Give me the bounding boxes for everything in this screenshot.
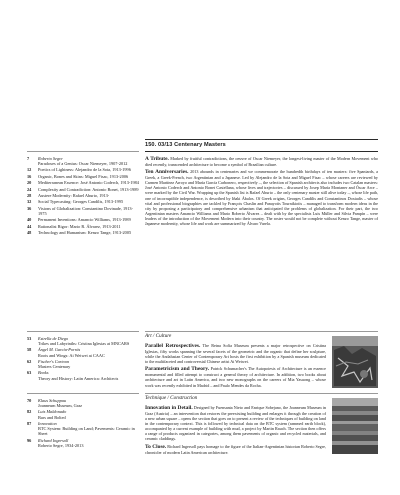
toc-text	[38, 347, 139, 357]
section-rule-tech	[145, 393, 378, 394]
toc-title: Poetics of Lightness: Alejandro de la Sota, 1913-1996	[38, 167, 131, 173]
article-paragraph	[145, 444, 326, 455]
toc-author: Richard Ingersoll	[38, 437, 69, 443]
toc-rule-2	[27, 331, 139, 332]
toc-group-1	[27, 156, 139, 236]
toc-entry	[27, 421, 139, 436]
toc-author: Fischer's Cartoon	[38, 358, 70, 364]
toc-page-number: 16	[27, 173, 32, 179]
paragraph-lead: Ten Anniversaries.	[145, 169, 189, 176]
toc-text	[38, 187, 139, 192]
toc-title: Austere Modernity: Rafael Aburto, 1913-	[38, 193, 110, 199]
toc-entry	[27, 230, 139, 235]
toc-text	[38, 359, 139, 369]
toc-entry	[27, 438, 139, 448]
toc-text	[38, 336, 139, 346]
toc-entry	[27, 206, 139, 216]
toc-page-number: 48	[27, 230, 32, 236]
toc-entry	[27, 187, 139, 192]
toc-title: Theory and History: Latin America: Architects	[38, 375, 119, 381]
section-label-art: Art / Culture	[145, 333, 172, 339]
toc-entry	[27, 193, 139, 198]
toc-page-number: 40	[27, 217, 32, 223]
sculpture-photo	[332, 336, 378, 388]
toc-entry	[27, 167, 139, 172]
toc-page-number: 63	[27, 370, 32, 376]
toc-title: Mediterranean Essence: José Antonio Coderch, 1913-1984	[38, 180, 139, 186]
toc-title: Joanneum Museum, Graz	[38, 403, 83, 409]
toc-entry	[27, 224, 139, 229]
toc-title: Trikes and Labyrinths: Cristina Iglesias at MNCARS	[38, 341, 130, 347]
toc-author: Estrella de Diego	[38, 336, 69, 341]
article-paragraph	[145, 343, 326, 364]
toc-group-2	[27, 336, 139, 382]
toc-group-3	[27, 398, 139, 449]
toc-author: Roberto Segre	[38, 156, 63, 161]
toc-page-number: 28	[27, 193, 32, 199]
toc-entry	[27, 409, 139, 419]
article-paragraph	[145, 156, 378, 167]
toc-entry	[27, 336, 139, 346]
toc-page-number: 24	[27, 186, 32, 192]
article-technique	[145, 405, 326, 457]
toc-entry	[27, 156, 139, 166]
section-label-tech: Technique / Construction	[145, 395, 198, 401]
paragraph-lead: Parametricism and Theory.	[145, 366, 210, 373]
toc-text	[38, 409, 139, 419]
paragraph-lead: A Tribute.	[145, 156, 169, 162]
toc-entry	[27, 180, 139, 185]
toc-page-number: 20	[27, 180, 32, 186]
paragraph-lead: Innovation in Detail.	[145, 405, 193, 411]
toc-title: Social Typecasting: Georges Candilis, 1913-1995	[38, 199, 124, 205]
toc-title: Rationalist Rigor: Mario R. Álvarez, 1913-2011	[38, 223, 121, 229]
toc-page-number: 32	[27, 199, 32, 205]
rammed-earth-photo	[332, 398, 378, 454]
article-centenary	[145, 156, 378, 228]
toc-author: Klaus Schuppau	[38, 398, 67, 403]
toc-text	[38, 421, 139, 436]
toc-page-number: 62	[27, 358, 32, 364]
paragraph-lead: Parallel Retrospectives.	[145, 343, 201, 349]
toc-page-number: 44	[27, 223, 32, 229]
toc-title: Masters Centenary	[38, 364, 71, 370]
toc-text	[38, 217, 139, 222]
toc-entry	[27, 398, 139, 408]
toc-author: Innovation	[38, 420, 57, 426]
toc-text	[38, 230, 139, 235]
toc-rule-3	[27, 393, 139, 394]
article-paragraph	[145, 366, 326, 387]
paragraph-body: Designed by Fuensanta Nieto and Enrique Sobejano, the Joanneum Museum in Graz (Austria) – an intervention that restores the preexisting building and enlarges it through the creation of a new urban square – opens the section that goes on to present a review of the techniques of building on land in the contemporary context. This is followed by technical data on the BTC system (rammed earth block), accompanied by a current example of building with mud, a project by Martin Rauch. The section then offers a range of products organized in categories, among them pavements of organic and recycled materials, and ceramic claddings.	[145, 405, 326, 442]
toc-text	[38, 167, 139, 172]
toc-title: Roberto Segre, 1934-2013	[38, 442, 84, 448]
paragraph-body: Richard Ingersoll pays homage to the figure of the Italian-Argentinian historian Roberto Segre, chronicler of modern Latin American architecture.	[145, 443, 326, 455]
toc-entry	[27, 347, 139, 357]
toc-title: Technology and Humanism: Kenzo Tange, 1913-2005	[38, 230, 132, 236]
article-paragraph	[145, 405, 326, 441]
toc-title: BTC System: Building on Land; Pavements: Ceramic in Sheet	[38, 426, 135, 437]
toc-text	[38, 180, 139, 185]
toc-page-number: 53	[27, 336, 32, 341]
toc-text	[38, 370, 139, 380]
toc-title: Organic, Bones and Skins: Miguel Fisac, 1913-2006	[38, 173, 129, 179]
toc-author: Luis Maldonado	[38, 409, 67, 415]
toc-page-number: 82	[27, 409, 32, 415]
toc-text	[38, 206, 139, 216]
toc-entry	[27, 174, 139, 179]
toc-author: Books	[38, 370, 49, 376]
masthead-top-rule	[145, 139, 378, 140]
toc-title: Paradoxes of a Genius: Oscar Niemeyer, 1907-2012	[38, 161, 128, 167]
paragraph-body: Patrick Schumacher's The Autopoiesis of Architecture is an essence monumental and filled attempt to construct a general theory of architecture. In addition, two books about architecture and art in Latin America, and two new monographs on the careers of Mia Yasuong – whose work was recently exhibited in Madrid – and Paulo Mendes da Rocha.	[145, 366, 327, 388]
toc-entry	[27, 217, 139, 222]
toc-title: Roots and Wings: Ai Weiwei at CAAC	[38, 352, 105, 358]
toc-text	[38, 398, 139, 408]
section-rule-art	[145, 331, 378, 332]
toc-page-number: 36	[27, 205, 32, 211]
masthead-bottom-rule	[145, 151, 378, 152]
toc-page-number: 12	[27, 167, 32, 173]
toc-page-number: 7	[27, 156, 30, 161]
toc-entry	[27, 359, 139, 369]
toc-page-number: 70	[27, 398, 32, 403]
paragraph-body: Marked by fruitful contradictions, the oeuvre of Oscar Niemeyer, the longest-living master of the Modern Movement who died recently, transcended architecture to become a symbol of Brazilian culture.	[145, 156, 378, 168]
toc-text	[38, 174, 139, 179]
toc-page-number: 87	[27, 420, 32, 426]
article-art	[145, 343, 326, 390]
toc-author: Ángel M. García-Porrás	[38, 347, 81, 353]
toc-text	[38, 193, 139, 198]
paragraph-lead: To Close.	[145, 443, 167, 450]
paragraph-body: 2013 abounds in centenaries and we commemorate the hundredth birthdays of ten masters: five Spaniards, a Greek, a Greek-French, two Argentinian and a Japanese. Led by Alejandro de la Sota and Miguel Fisac – whose careers are reviewed by Carmen Martínez Arroyo and María García Carbonero, respectively –, the selection of Spanish architects also includes two Catalan masters: José Antonio Coderch and Antonio Bonet Castellana, whose lives and trajectories – discussed by Josep María Montaner and Óscar Arce – were marked by the Civil War. Wrapping up the Spanish list is Rafael Aburto – the only centenary master still alive today –, whose life path, one of incorruptible independence, is described by Iñaki Ábalos. Of Greek origins, Georges Candilis and Constantinos Doxiadis – whose vital and professional biographies are tackled by François Chaslin and Panayotis Tournikiotis – managed to transform modern ideas in the city by proposing a participatory and comprehensive urbanism that anticipated the problems of globalization. For their part, the two Argentinian masters Amancio Williams and Mario Roberto Álvarez – dealt with by the specialists Luis Müller and Silvia Pampín – were leaders of the introduction of the Movement Modern into their country. The roster would not be complete without Kenzo Tange, master of Japanese modernity, whose life and work are summarized by Álvaro Varela.	[145, 169, 378, 226]
toc-entry	[27, 199, 139, 204]
toc-text	[38, 438, 139, 448]
toc-title: Visions of Globalization: Constantino Dovinade, 1913-1975	[38, 205, 133, 216]
toc-text	[38, 199, 139, 204]
toc-page-number: 96	[27, 437, 32, 443]
toc-title: Bars and Bolted	[38, 414, 66, 420]
toc-title: Permanent Inventions: Amancio Williams, 1913-1989	[38, 217, 131, 223]
toc-entry	[27, 370, 139, 380]
toc-title: Complexity and Contradiction: Antonio Bonet, 1913-1989	[38, 186, 139, 192]
toc-text	[38, 224, 139, 229]
masthead-title: 150. 03/13 Centenary Masters	[145, 142, 226, 148]
toc-rule-1	[27, 151, 139, 152]
article-paragraph	[145, 169, 378, 226]
paragraph-body: The Reina Sofía Museum presents a major retrospective on Cristina Iglesias, fifty works spanning the several facets of the geometric and the organic that define her sculpture, while the Andalusian Center of Contemporary Art hosts the first exhibition by a Spanish museum dedicated to the multifaceted and controversial Chinese artist Ai Weiwei.	[145, 343, 326, 365]
toc-page-number: 58	[27, 347, 32, 353]
toc-text	[38, 156, 139, 166]
